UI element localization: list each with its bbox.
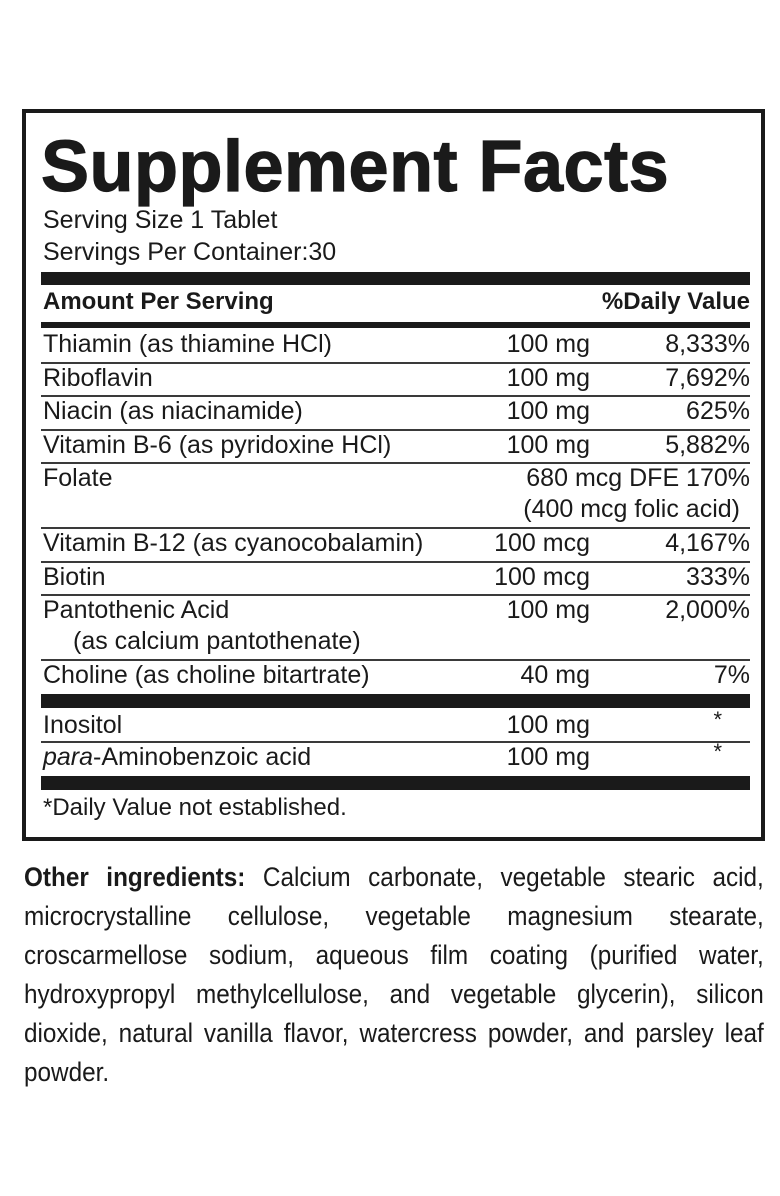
nutrient-amount-detail: (400 mcg folic acid) <box>523 495 740 523</box>
nutrient-name <box>43 595 361 657</box>
daily-value-header: %Daily Value <box>601 288 750 315</box>
thick-divider <box>41 776 750 790</box>
nutrient-name: Vitamin B-12 (as cyanocobalamin) <box>43 529 424 557</box>
nutrient-amount: 100 mg <box>506 596 590 624</box>
nutrient-name: Biotin <box>43 563 106 591</box>
thick-divider <box>41 694 750 708</box>
nutrient-amount: 100 mg <box>506 397 590 425</box>
nutrient-name: Vitamin B-6 (as pyridoxine HCl) <box>43 431 392 459</box>
nutrient-row <box>43 595 750 659</box>
nutrient-amount: 100 mg <box>506 743 590 771</box>
nutrient-dv: 8,333% <box>665 330 750 358</box>
dv-not-established-marker: * <box>713 707 722 732</box>
supplement-facts-panel <box>22 109 765 841</box>
panel-title: Supplement Facts <box>41 127 670 207</box>
other-ingredients <box>24 858 764 1092</box>
nutrient-row <box>43 463 750 527</box>
nutrient-name-italic-prefix: para <box>43 743 94 771</box>
nutrient-dv: 4,167% <box>665 529 750 557</box>
footnote: *Daily Value not established. <box>43 794 347 821</box>
nutrient-dv: 333% <box>686 563 750 591</box>
nutrient-amount: 100 mcg <box>494 529 590 557</box>
nutrient-name: Folate <box>43 464 113 492</box>
nutrient-amount: 100 mg <box>506 431 590 459</box>
nutrient-name: Inositol <box>43 711 123 739</box>
nutrient-name: Thiamin (as thiamine HCl) <box>43 330 332 358</box>
other-ingredients-text: Calcium carbonate, vegetable stearic acid, microcrystalline cellulose, vegetable magnesium stearate, croscarmellose sodium, aqueous film coating (purified water, hydroxypropyl methylcellulose, and vegetable glycerin), silicon dioxide, natural vanilla flavor, watercress powder, and parsley leaf powder. <box>24 862 764 1087</box>
nutrient-dv: 7% <box>713 661 750 689</box>
nutrient-dv: 7,692% <box>665 364 750 392</box>
nutrient-name: Niacin (as niacinamide) <box>43 397 303 425</box>
nutrient-amount: 100 mg <box>506 330 590 358</box>
amount-per-serving-header: Amount Per Serving <box>43 288 274 315</box>
nutrient-name: Riboflavin <box>43 364 153 392</box>
servings-per-container: Servings Per Container:30 <box>43 238 337 266</box>
header-divider <box>41 322 750 328</box>
nutrient-dv: 625% <box>686 397 750 425</box>
nutrient-amount: 100 mcg <box>494 563 590 591</box>
nutrient-amount: 40 mg <box>520 661 590 689</box>
row-divider <box>41 561 750 563</box>
nutrient-amount: 100 mg <box>506 364 590 392</box>
nutrient-amount: 100 mg <box>506 711 590 739</box>
other-ingredients-label: Other ingredients: <box>24 862 246 892</box>
nutrient-amount: 680 mcg DFE 170% <box>526 464 750 492</box>
serving-size: Serving Size 1 Tablet <box>43 206 278 234</box>
nutrient-name <box>43 742 311 773</box>
nutrient-name: Choline (as choline bitartrate) <box>43 661 370 689</box>
thick-divider <box>41 272 750 285</box>
nutrient-name-main: -Aminobenzoic acid <box>93 743 312 771</box>
nutrient-dv: 5,882% <box>665 431 750 459</box>
nutrient-dv: 2,000% <box>665 596 750 624</box>
column-header <box>43 287 750 317</box>
nutrient-name-main: Pantothenic Acid <box>43 596 230 624</box>
nutrient-name-source: (as calcium pantothenate) <box>73 627 361 655</box>
dv-not-established-marker: * <box>713 739 722 764</box>
